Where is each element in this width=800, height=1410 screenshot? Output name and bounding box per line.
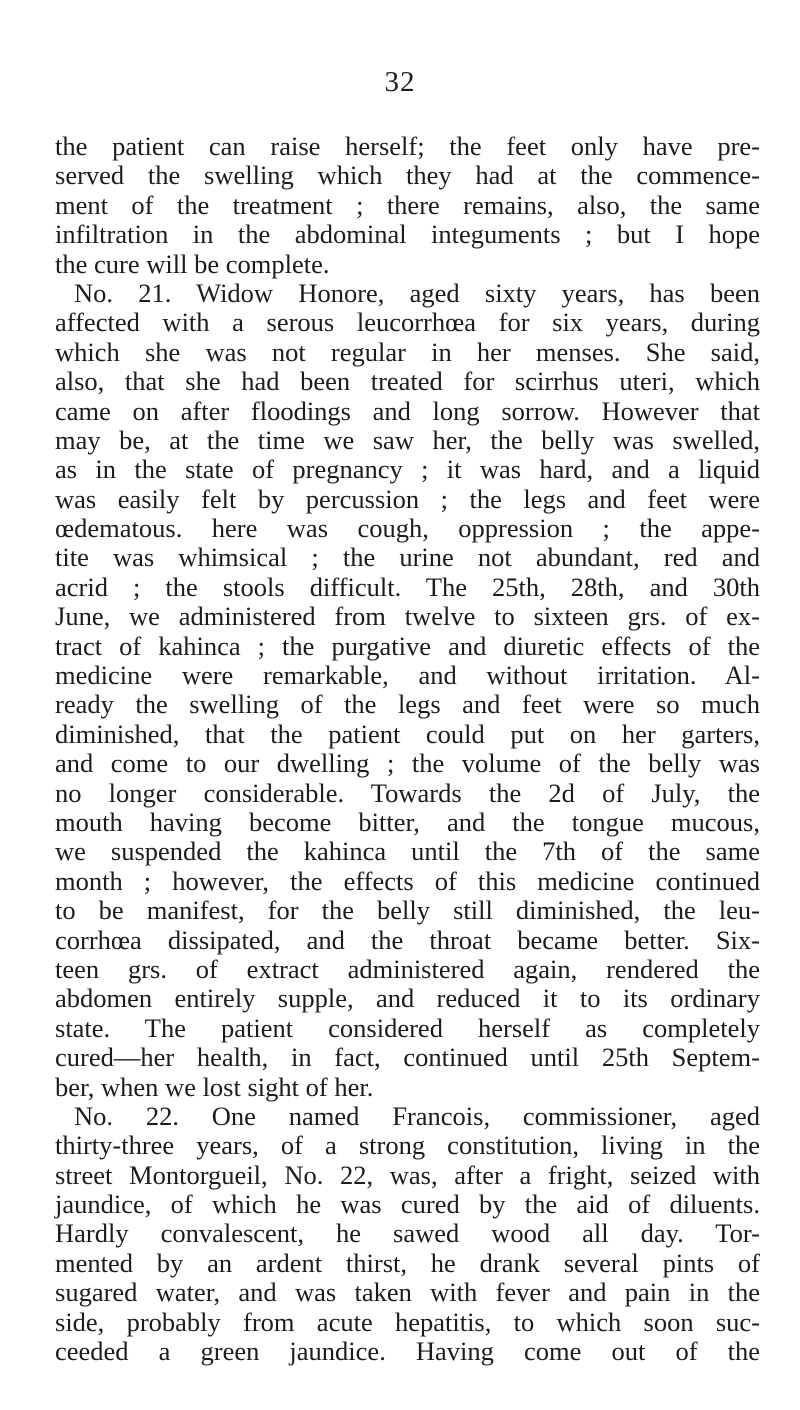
text-line: we suspended the kahinca until the 7th of the same <box>55 836 760 867</box>
text-line: to be manifest, for the belly still diminished, the leu- <box>55 895 760 926</box>
text-line: ceeded a green jaundice. Having come out of the <box>55 1336 760 1367</box>
text-line: no longer considerable. Towards the 2d of July, the <box>55 777 760 808</box>
text-line: and come to our dwelling ; the volume of the belly was <box>55 748 760 779</box>
text-line: was easily felt by percussion ; the legs and feet were <box>55 483 760 514</box>
text-line: tract of kahinca ; the purgative and diuretic effects of the <box>55 630 760 661</box>
text-line: the cure will be complete. <box>55 248 330 279</box>
text-line: affected with a serous leucorrhœa for six years, during <box>55 307 760 338</box>
text-line: ber, when we lost sight of her. <box>55 1071 374 1102</box>
text-line: mouth having become bitter, and the tongue mucous, <box>55 806 760 837</box>
text-line: may be, at the time we saw her, the belly was swelled, <box>55 424 760 455</box>
text-line: jaundice, of which he was cured by the aid of diluents. <box>55 1189 760 1220</box>
body-text <box>55 132 760 1366</box>
page-number: 32 <box>384 66 416 98</box>
text-line: served the swelling which they had at the commence- <box>55 160 760 191</box>
text-line: medicine were remarkable, and without irritation. Al- <box>55 660 760 691</box>
text-line: No. 22. One named Francois, commissioner, aged <box>74 1100 760 1131</box>
text-line: which she was not regular in her menses. She said, <box>55 336 760 367</box>
text-line: thirty-three years, of a strong constitution, living in the <box>55 1130 760 1161</box>
text-line: œdematous. here was cough, oppression ; the appe- <box>55 513 760 544</box>
text-line: teen grs. of extract administered again, rendered the <box>55 953 760 984</box>
text-line: the patient can raise herself; the feet only have pre- <box>55 131 760 161</box>
text-line: also, that she had been treated for scirrhus uteri, which <box>55 366 760 397</box>
text-line: month ; however, the effects of this medicine continued <box>55 865 760 896</box>
text-line: ment of the treatment ; there remains, also, the same <box>55 189 760 220</box>
text-line: side, probably from acute hepatitis, to which soon suc- <box>55 1306 760 1337</box>
text-line: state. The patient considered herself as completely <box>55 1012 760 1043</box>
text-line: cured—her health, in fact, continued until 25th Septem- <box>55 1042 760 1073</box>
text-line: as in the state of pregnancy ; it was hard, and a liquid <box>55 454 760 485</box>
text-line: Hardly convalescent, he sawed wood all day. Tor- <box>55 1218 760 1249</box>
text-line: June, we administered from twelve to sixteen grs. of ex- <box>55 601 760 632</box>
text-line: came on after floodings and long sorrow. However that <box>55 395 760 426</box>
text-line: mented by an ardent thirst, he drank several pints of <box>55 1247 760 1278</box>
text-line: acrid ; the stools difficult. The 25th, 28th, and 30th <box>55 571 760 602</box>
text-line: tite was whimsical ; the urine not abundant, red and <box>55 542 760 573</box>
text-line: abdomen entirely supple, and reduced it to its ordinary <box>55 983 760 1014</box>
text-line: corrhœa dissipated, and the throat became better. Six- <box>55 924 760 955</box>
text-line: ready the swelling of the legs and feet were so much <box>55 689 760 720</box>
text-line: No. 21. Widow Honore, aged sixty years, has been <box>74 277 760 308</box>
text-line: infiltration in the abdominal integuments ; but I hope <box>55 219 760 250</box>
text-line: sugared water, and was taken with fever and pain in the <box>55 1277 760 1308</box>
text-line: street Montorgueil, No. 22, was, after a fright, seized with <box>55 1159 760 1190</box>
text-line: diminished, that the patient could put on her garters, <box>55 718 760 749</box>
